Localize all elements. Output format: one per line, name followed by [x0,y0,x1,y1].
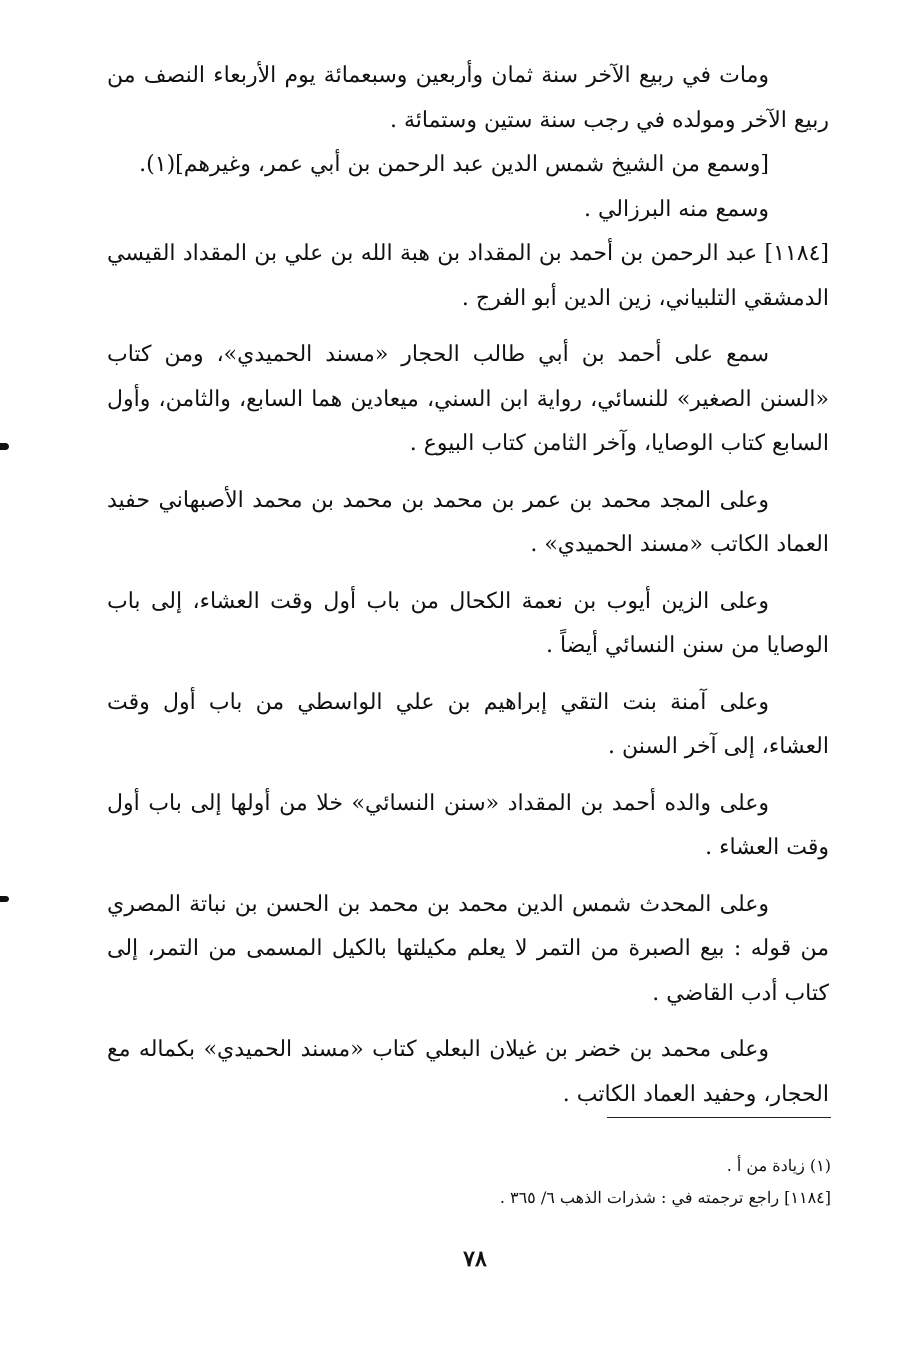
footnotes [300,1150,831,1214]
paragraph-death-date: ومات في ربيع الآخر سنة ثمان وأربعين وسبعمائة يوم الأربعاء النصف من ربيع الآخر ومولده في رجب سنة ستين وستمائة . [107,63,829,133]
main-text [107,54,829,1117]
page-number: ٧٨ [463,1246,487,1272]
paragraph-heard-from: [وسمع من الشيخ شمس الدين عبد الرحمن بن أبي عمر، وغيرهم](١). [139,152,769,177]
entry-heading-1184: [١١٨٤] عبد الرحمن بن أحمد بن المقداد بن هبة الله بن علي بن المقداد القيسي الدمشقي التلبياني، زين الدين أبو الفرج . [107,241,829,311]
binding-mark [0,443,9,450]
paragraph-majd: وعلى المجد محمد بن عمر بن محمد بن محمد بن محمد الأصبهاني حفيد العماد الكاتب «مسند الحميدي» . [107,487,829,557]
paragraph-heard-by: وسمع منه البرزالي . [583,196,769,222]
paragraph-heard-hajjar: سمع على أحمد بن أبي طالب الحجار «مسند الحميدي»، ومن كتاب «السنن الصغير» للنسائي، رواية ابن السني، ميعادين هما السابع، والثامن، وأول السابع كتاب الوصايا، وآخر الثامن كتاب البيوع . [107,342,829,456]
footnote-1184: [١١٨٤] راجع ترجمته في : شذرات الذهب ٦/ ٣٦٥ . [499,1188,831,1207]
paragraph-baali: وعلى محمد بن خضر بن غيلان البعلي كتاب «مسند الحميدي» بكماله مع الحجار، وحفيد العماد الكاتب . [107,1037,829,1107]
footnote-separator [607,1117,831,1118]
paragraph-zayn-ayyub: وعلى الزين أيوب بن نعمة الكحال من باب أول وقت العشاء، إلى باب الوصايا من سنن النسائي أيضاً . [107,588,829,658]
footnote-1: (١) زيادة من أ . [726,1156,831,1175]
paragraph-father: وعلى والده أحمد بن المقداد «سنن النسائي» خلا من أولها إلى باب أول وقت العشاء . [107,790,829,860]
paragraph-amina: وعلى آمنة بنت التقي إبراهيم بن علي الواسطي من باب أول وقت العشاء، إلى آخر السنن . [107,689,829,759]
paragraph-ibn-nubata: وعلى المحدث شمس الدين محمد بن محمد بن الحسن بن نباتة المصري من قوله : بيع الصبرة من التمر لا يعلم مكيلتها بالكيل المسمى من التمر، إلى كتاب أدب القاضي . [107,891,829,1006]
binding-mark [0,896,9,902]
